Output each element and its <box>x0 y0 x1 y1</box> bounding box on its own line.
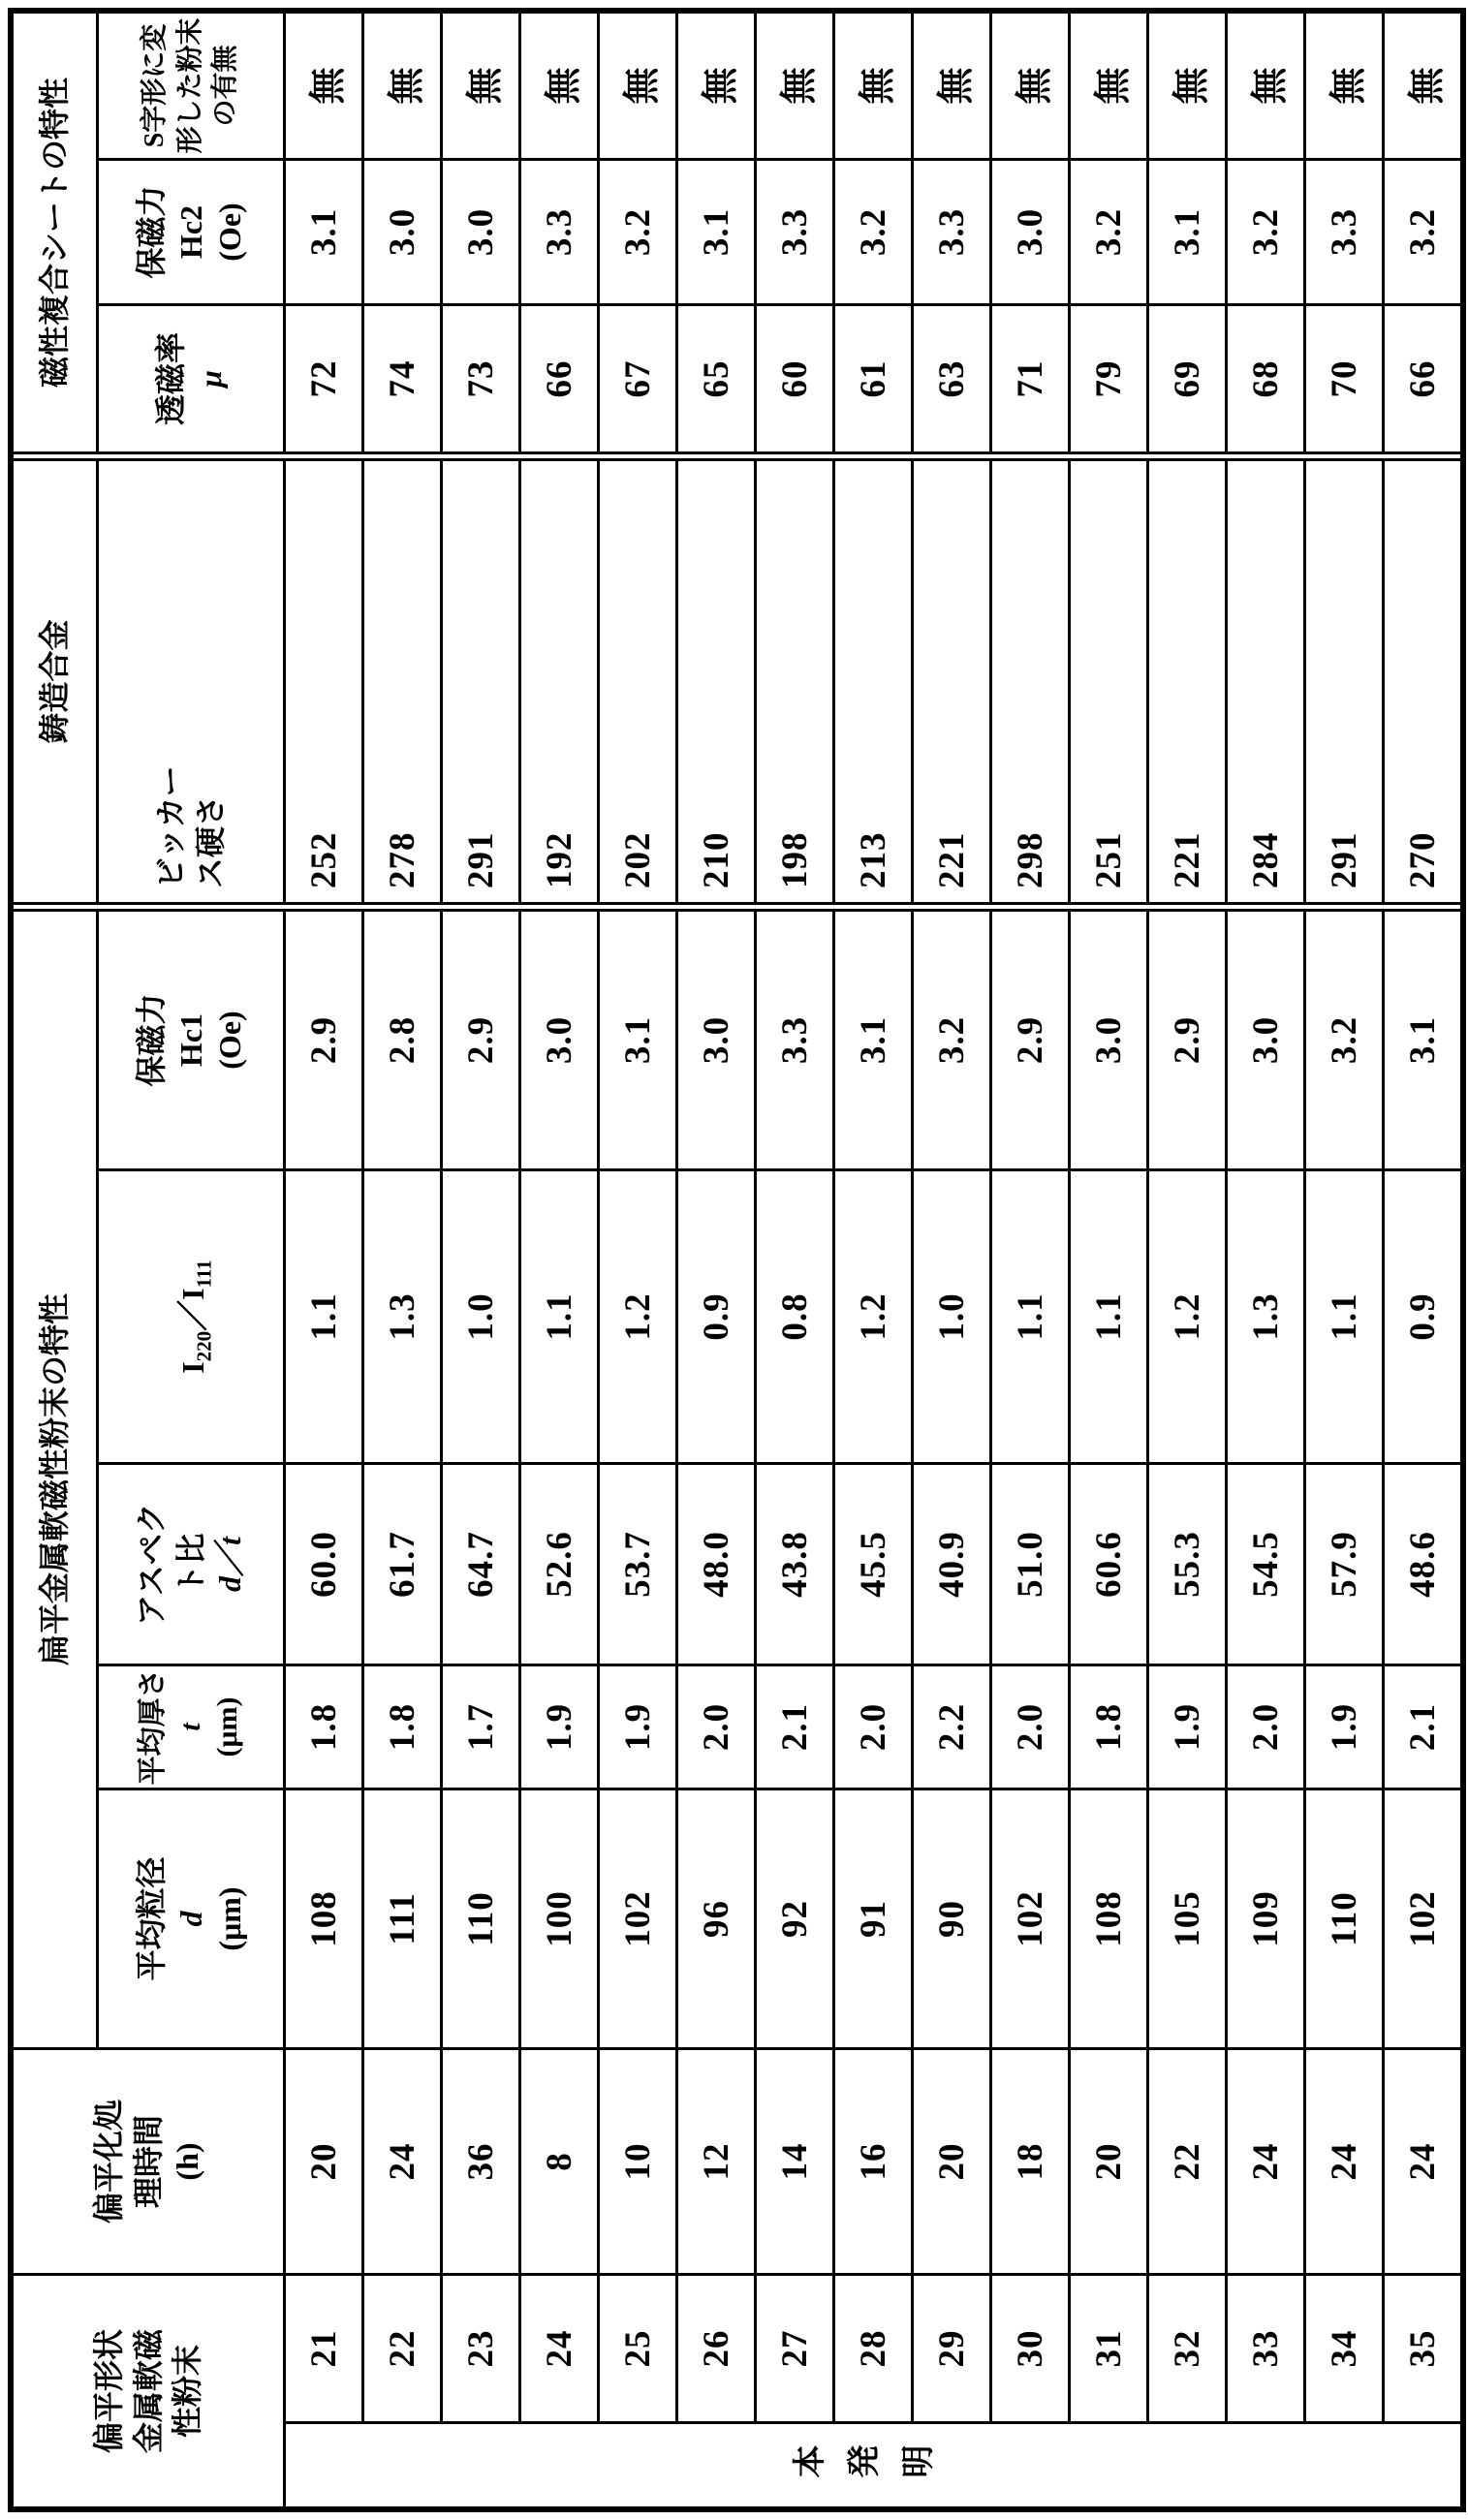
cell-s-shape-presence: 無 <box>1149 14 1225 158</box>
cell-flattening-time: 8 <box>521 2050 597 2273</box>
cell-permeability: 60 <box>757 306 832 451</box>
cell-s-shape-presence: 無 <box>1071 14 1146 158</box>
cell-flattening-time: 20 <box>1071 2050 1146 2273</box>
cell-permeability: 66 <box>521 306 597 451</box>
cell-vickers-hardness: 192 <box>521 461 597 902</box>
iratio-base2: I <box>175 1288 210 1300</box>
cell-flattening-time: 12 <box>678 2050 754 2273</box>
cell-coercivity-hc1: 3.0 <box>1071 912 1146 1168</box>
cell-intensity-ratio: 1.2 <box>1149 1171 1225 1462</box>
cell-aspect-ratio: 45.5 <box>835 1465 911 1664</box>
cell-permeability: 71 <box>992 306 1068 451</box>
intensity-ratio-label <box>169 1260 216 1374</box>
vickers-line1: ビッカー <box>153 765 189 888</box>
flattening-time-line2: 理時間 <box>130 2115 166 2209</box>
cell-vickers-hardness: 210 <box>678 461 754 902</box>
cell-coercivity-hc2: 3.3 <box>914 161 989 303</box>
cell-sample-no: 33 <box>1228 2276 1303 2421</box>
cell-vickers-hardness: 202 <box>600 461 675 902</box>
cell-coercivity-hc1: 3.0 <box>1228 912 1303 1168</box>
cell-coercivity-hc2: 3.3 <box>757 161 832 303</box>
cell-mean-diameter: 91 <box>835 1790 911 2047</box>
cell-permeability: 70 <box>1306 306 1382 451</box>
cell-vickers-hardness: 213 <box>835 461 911 902</box>
cell-permeability: 69 <box>1149 306 1225 451</box>
cell-intensity-ratio: 0.9 <box>1385 1171 1460 1462</box>
cell-s-shape-presence: 無 <box>443 14 518 158</box>
cell-aspect-ratio: 48.0 <box>678 1465 754 1664</box>
cell-vickers-hardness: 291 <box>443 461 518 902</box>
cell-s-shape-presence: 無 <box>1385 14 1460 158</box>
cell-mean-diameter: 110 <box>1306 1790 1382 2047</box>
header-vickers-hardness <box>99 461 283 902</box>
cell-permeability: 63 <box>914 306 989 451</box>
s-shape-line3: の有無 <box>210 45 241 127</box>
cell-coercivity-hc2: 3.0 <box>443 161 518 303</box>
cell-s-shape-presence: 無 <box>1228 14 1303 158</box>
cell-sample-no: 22 <box>364 2276 440 2421</box>
cell-coercivity-hc1: 2.9 <box>992 912 1068 1168</box>
cell-coercivity-hc1: 2.9 <box>286 912 361 1168</box>
cell-permeability: 73 <box>443 306 518 451</box>
cell-mean-thickness: 1.9 <box>521 1666 597 1788</box>
header-intensity-ratio <box>99 1171 283 1462</box>
cell-mean-diameter: 96 <box>678 1790 754 2047</box>
cell-mean-thickness: 1.9 <box>1306 1666 1382 1788</box>
cell-sample-no: 23 <box>443 2276 518 2421</box>
cell-s-shape-presence: 無 <box>914 14 989 158</box>
group-alloy-label: 鋳造合金 <box>37 619 73 744</box>
cell-coercivity-hc2: 3.3 <box>1306 161 1382 303</box>
cell-intensity-ratio: 1.2 <box>600 1171 675 1462</box>
cell-coercivity-hc1: 3.0 <box>678 912 754 1168</box>
cell-aspect-ratio: 54.5 <box>1228 1465 1303 1664</box>
cell-coercivity-hc2: 3.1 <box>678 161 754 303</box>
cell-mean-diameter: 111 <box>364 1790 440 2047</box>
group-header-magnetic-sheet <box>14 14 96 451</box>
cell-permeability: 72 <box>286 306 361 451</box>
patent-table <box>8 8 1466 2512</box>
cell-aspect-ratio: 53.7 <box>600 1465 675 1664</box>
cell-s-shape-presence: 無 <box>678 14 754 158</box>
mean-diameter-unit: (μm) <box>212 1886 248 1951</box>
cell-s-shape-presence: 無 <box>521 14 597 158</box>
cell-sample-no: 25 <box>600 2276 675 2421</box>
group-header-cast-alloy <box>14 461 96 902</box>
cell-coercivity-hc1: 3.2 <box>914 912 989 1168</box>
cell-s-shape-presence: 無 <box>1306 14 1382 158</box>
cell-intensity-ratio: 1.1 <box>286 1171 361 1462</box>
cell-mean-diameter: 102 <box>1385 1790 1460 2047</box>
mean-diameter-symbol: d <box>172 1911 208 1927</box>
cell-mean-diameter: 92 <box>757 1790 832 2047</box>
cell-aspect-ratio: 64.7 <box>443 1465 518 1664</box>
cell-s-shape-presence: 無 <box>757 14 832 158</box>
cell-sample-no: 32 <box>1149 2276 1225 2421</box>
cell-aspect-ratio: 60.6 <box>1071 1465 1146 1664</box>
cell-mean-thickness: 2.1 <box>1385 1666 1460 1788</box>
cell-mean-diameter: 105 <box>1149 1790 1225 2047</box>
cell-vickers-hardness: 221 <box>1149 461 1225 902</box>
cell-flattening-time: 24 <box>1385 2050 1460 2273</box>
cell-flattening-time: 24 <box>1306 2050 1382 2273</box>
cell-vickers-hardness: 291 <box>1306 461 1382 902</box>
cell-coercivity-hc2: 3.1 <box>286 161 361 303</box>
hc2-line1: 保磁力 <box>133 185 169 279</box>
cell-intensity-ratio: 1.0 <box>914 1171 989 1462</box>
cell-permeability: 61 <box>835 306 911 451</box>
cell-vickers-hardness: 270 <box>1385 461 1460 902</box>
cell-flattening-time: 16 <box>835 2050 911 2273</box>
cell-mean-diameter: 102 <box>600 1790 675 2047</box>
cell-coercivity-hc2: 3.0 <box>992 161 1068 303</box>
s-shape-line1: S字形に変 <box>140 23 171 148</box>
cell-s-shape-presence: 無 <box>286 14 361 158</box>
cell-vickers-hardness: 252 <box>286 461 361 902</box>
corner-header-line3: 性粉末 <box>170 2345 205 2439</box>
cell-coercivity-hc1: 3.0 <box>521 912 597 1168</box>
cell-sample-no: 30 <box>992 2276 1068 2421</box>
iratio-sub2: 111 <box>192 1260 216 1289</box>
cell-vickers-hardness: 278 <box>364 461 440 902</box>
iratio-base1: I <box>175 1361 210 1374</box>
flattening-time-line3: (h) <box>170 2142 205 2181</box>
cell-permeability: 79 <box>1071 306 1146 451</box>
cell-coercivity-hc1: 3.2 <box>1306 912 1382 1168</box>
cell-coercivity-hc1: 2.9 <box>443 912 518 1168</box>
aspect-ratio-line2: ト比 <box>172 1533 208 1596</box>
cell-mean-thickness: 1.9 <box>1149 1666 1225 1788</box>
cell-sample-no: 26 <box>678 2276 754 2421</box>
cell-mean-thickness: 2.0 <box>1228 1666 1303 1788</box>
cell-coercivity-hc2: 3.2 <box>1228 161 1303 303</box>
hc1-unit: (Oe) <box>212 1011 248 1070</box>
header-mean-diameter <box>99 1790 283 2047</box>
cell-sample-no: 34 <box>1306 2276 1382 2421</box>
cell-flattening-time: 36 <box>443 2050 518 2273</box>
cell-sample-no: 28 <box>835 2276 911 2421</box>
permeability-line1: 透磁率 <box>153 332 189 426</box>
aspect-ratio-line1: アスペク <box>133 1503 169 1626</box>
cell-mean-thickness: 1.8 <box>364 1666 440 1788</box>
double-rule-right-of-vickers <box>14 454 1460 458</box>
iratio-sub1: 220 <box>192 1330 216 1362</box>
cell-aspect-ratio: 52.6 <box>521 1465 597 1664</box>
cell-mean-thickness: 1.8 <box>1071 1666 1146 1788</box>
cell-mean-thickness: 2.0 <box>678 1666 754 1788</box>
cell-flattening-time: 20 <box>286 2050 361 2273</box>
cell-mean-diameter: 110 <box>443 1790 518 2047</box>
mean-thickness-symbol: t <box>173 1723 206 1731</box>
cell-sample-no: 35 <box>1385 2276 1460 2421</box>
mean-diameter-line1: 平均粒径 <box>133 1856 169 1981</box>
cell-sample-no: 31 <box>1071 2276 1146 2421</box>
cell-sample-no: 21 <box>286 2276 361 2421</box>
cell-coercivity-hc2: 3.2 <box>600 161 675 303</box>
cell-flattening-time: 22 <box>1149 2050 1225 2273</box>
cell-vickers-hardness: 198 <box>757 461 832 902</box>
cell-s-shape-presence: 無 <box>835 14 911 158</box>
cell-intensity-ratio: 0.8 <box>757 1171 832 1462</box>
cell-aspect-ratio: 60.0 <box>286 1465 361 1664</box>
invention-label-text: 本発明 <box>792 2447 954 2483</box>
cell-vickers-hardness: 221 <box>914 461 989 902</box>
cell-vickers-hardness: 284 <box>1228 461 1303 902</box>
cell-flattening-time: 14 <box>757 2050 832 2273</box>
cell-s-shape-presence: 無 <box>992 14 1068 158</box>
double-rule-left-of-vickers <box>14 905 1460 909</box>
cell-permeability: 68 <box>1228 306 1303 451</box>
cell-aspect-ratio: 55.3 <box>1149 1465 1225 1664</box>
cell-coercivity-hc2: 3.3 <box>521 161 597 303</box>
cell-mean-thickness: 2.2 <box>914 1666 989 1788</box>
header-permeability <box>99 306 283 451</box>
cell-flattening-time: 24 <box>1228 2050 1303 2273</box>
cell-mean-thickness: 2.0 <box>835 1666 911 1788</box>
corner-header-line2: 金属軟磁 <box>130 2329 166 2454</box>
cell-mean-diameter: 90 <box>914 1790 989 2047</box>
cell-flattening-time: 10 <box>600 2050 675 2273</box>
group-sheet-label: 磁性複合シートの特性 <box>37 78 73 389</box>
hc1-line1: 保磁力 <box>133 993 169 1087</box>
cell-mean-thickness: 2.0 <box>992 1666 1068 1788</box>
cell-mean-thickness: 1.9 <box>600 1666 675 1788</box>
cell-mean-diameter: 100 <box>521 1790 597 2047</box>
cell-flattening-time: 18 <box>992 2050 1068 2273</box>
cell-intensity-ratio: 1.3 <box>364 1171 440 1462</box>
cell-aspect-ratio: 43.8 <box>757 1465 832 1664</box>
hc2-unit: (Oe) <box>212 202 248 262</box>
mean-thickness-line1: 平均厚さ <box>137 1668 170 1786</box>
cell-intensity-ratio: 0.9 <box>678 1171 754 1462</box>
cell-mean-diameter: 108 <box>1071 1790 1146 2047</box>
cell-intensity-ratio: 1.1 <box>992 1171 1068 1462</box>
corner-header-flat-powder <box>14 2276 283 2506</box>
cell-aspect-ratio: 61.7 <box>364 1465 440 1664</box>
s-shape-line2: 形した粉末 <box>174 17 205 154</box>
cell-mean-diameter: 102 <box>992 1790 1068 2047</box>
header-s-shape-deformation <box>99 14 283 158</box>
cell-aspect-ratio: 57.9 <box>1306 1465 1382 1664</box>
row-group-label-invention <box>286 2424 1460 2506</box>
cell-aspect-ratio: 40.9 <box>914 1465 989 1664</box>
cell-coercivity-hc2: 3.0 <box>364 161 440 303</box>
group-header-powder-properties <box>14 912 96 2047</box>
hc2-symbol: Hc2 <box>172 204 208 260</box>
cell-flattening-time: 24 <box>364 2050 440 2273</box>
cell-coercivity-hc2: 3.1 <box>1149 161 1225 303</box>
cell-intensity-ratio: 1.0 <box>443 1171 518 1462</box>
cell-coercivity-hc2: 3.2 <box>1385 161 1460 303</box>
cell-aspect-ratio: 51.0 <box>992 1465 1068 1664</box>
cell-permeability: 67 <box>600 306 675 451</box>
cell-mean-thickness: 2.1 <box>757 1666 832 1788</box>
cell-mean-diameter: 108 <box>286 1790 361 2047</box>
header-aspect-ratio <box>99 1465 283 1664</box>
mean-thickness-unit: (μm) <box>211 1696 244 1758</box>
cell-vickers-hardness: 251 <box>1071 461 1146 902</box>
corner-header-line1: 偏平形状 <box>90 2329 126 2454</box>
vickers-line2: ス硬さ <box>193 794 228 888</box>
header-coercivity-hc2 <box>99 161 283 303</box>
header-coercivity-hc1 <box>99 912 283 1168</box>
cell-intensity-ratio: 1.3 <box>1228 1171 1303 1462</box>
cell-coercivity-hc1: 2.8 <box>364 912 440 1168</box>
cell-intensity-ratio: 1.1 <box>1071 1171 1146 1462</box>
cell-coercivity-hc1: 3.3 <box>757 912 832 1168</box>
cell-permeability: 74 <box>364 306 440 451</box>
cell-coercivity-hc1: 3.1 <box>835 912 911 1168</box>
cell-permeability: 65 <box>678 306 754 451</box>
flattening-time-line1: 偏平化処 <box>90 2100 126 2224</box>
cell-vickers-hardness: 298 <box>992 461 1068 902</box>
header-mean-thickness <box>99 1666 283 1788</box>
cell-aspect-ratio: 48.6 <box>1385 1465 1460 1664</box>
cell-s-shape-presence: 無 <box>364 14 440 158</box>
group-powder-label: 扁平金属軟磁性粉末の特性 <box>37 1293 73 1666</box>
cell-coercivity-hc1: 2.9 <box>1149 912 1225 1168</box>
cell-coercivity-hc2: 3.2 <box>835 161 911 303</box>
iratio-separator: ／ <box>175 1299 210 1331</box>
cell-sample-no: 29 <box>914 2276 989 2421</box>
cell-intensity-ratio: 1.1 <box>521 1171 597 1462</box>
rotated-table-wrapper <box>8 8 1466 2512</box>
header-flattening-time <box>14 2050 283 2273</box>
cell-mean-diameter: 109 <box>1228 1790 1303 2047</box>
cell-sample-no: 27 <box>757 2276 832 2421</box>
permeability-symbol: μ <box>193 370 228 388</box>
cell-coercivity-hc1: 3.1 <box>600 912 675 1168</box>
cell-intensity-ratio: 1.1 <box>1306 1171 1382 1462</box>
cell-mean-thickness: 1.7 <box>443 1666 518 1788</box>
cell-flattening-time: 20 <box>914 2050 989 2273</box>
cell-s-shape-presence: 無 <box>600 14 675 158</box>
aspect-ratio-formula: d／t <box>212 1537 248 1592</box>
cell-coercivity-hc2: 3.2 <box>1071 161 1146 303</box>
cell-sample-no: 24 <box>521 2276 597 2421</box>
cell-mean-thickness: 1.8 <box>286 1666 361 1788</box>
hc1-symbol: Hc1 <box>172 1012 208 1068</box>
cell-permeability: 66 <box>1385 306 1460 451</box>
cell-coercivity-hc1: 3.1 <box>1385 912 1460 1168</box>
cell-intensity-ratio: 1.2 <box>835 1171 911 1462</box>
